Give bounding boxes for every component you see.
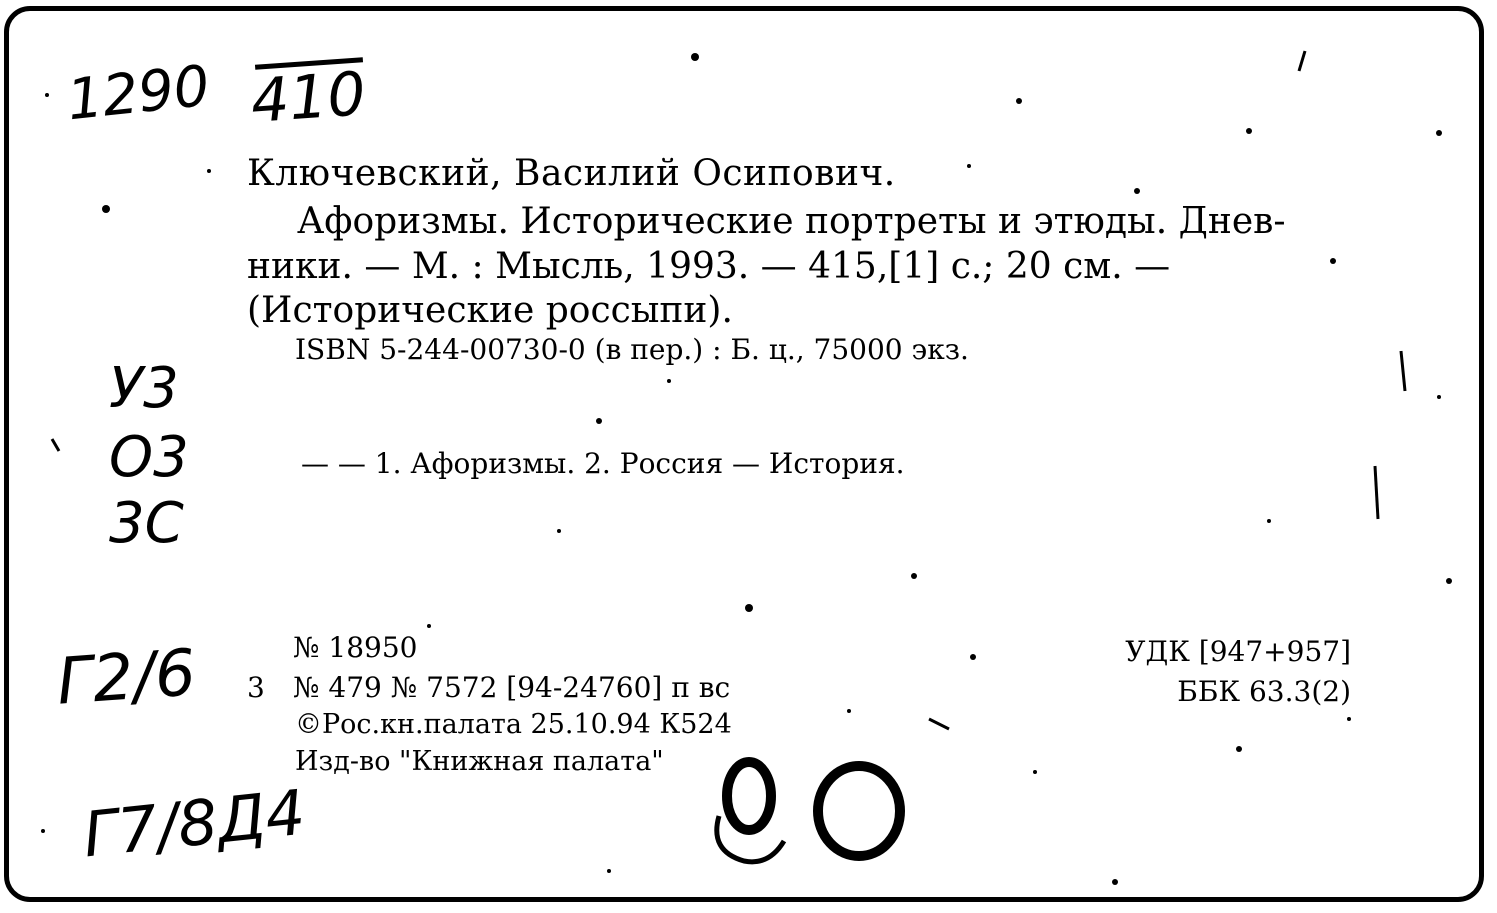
record-number: № 18950 [293,631,418,664]
title-line-1: Афоризмы. Исторические портреты и этюды. Днев- [297,201,1286,242]
title-line-3: (Исторические россыпи). [247,290,733,331]
handwritten-mark-g78: Г7/8Д4 [79,775,309,872]
author: Ключевский, Василий Осипович. [247,153,896,194]
digit-3: 3 [247,671,265,704]
handwritten-index: 410 [248,59,368,137]
title-line-2: ники. — М. : Мысль, 1993. — 415,[1] с.; 20 см. — [247,246,1171,287]
isbn-line: ISBN 5-244-00730-0 (в пер.) : Б. ц., 75000 экз. [295,333,969,366]
handwritten-mark-g26: Г2/6 [54,636,199,720]
handwritten-code-3: 3С [109,491,184,556]
numbers-line: № 479 № 7572 [94-24760] п вс [293,671,731,704]
udk-code: УДК [947+957] [1125,635,1351,668]
handwritten-code-2: О3 [109,425,189,490]
catalog-card [4,6,1484,902]
copyright-line: ©Рос.кн.палата 25.10.94 К524 [295,709,732,740]
handwritten-code-1: У3 [109,356,179,421]
subjects-line: — — 1. Афоризмы. 2. Россия — История. [301,447,905,480]
handwritten-shelf-mark: 1290 [63,53,213,134]
publisher-line: Изд-во "Книжная палата" [295,746,664,777]
bbk-code: ББК 63.3(2) [1177,675,1351,708]
punch-holes [689,746,929,876]
